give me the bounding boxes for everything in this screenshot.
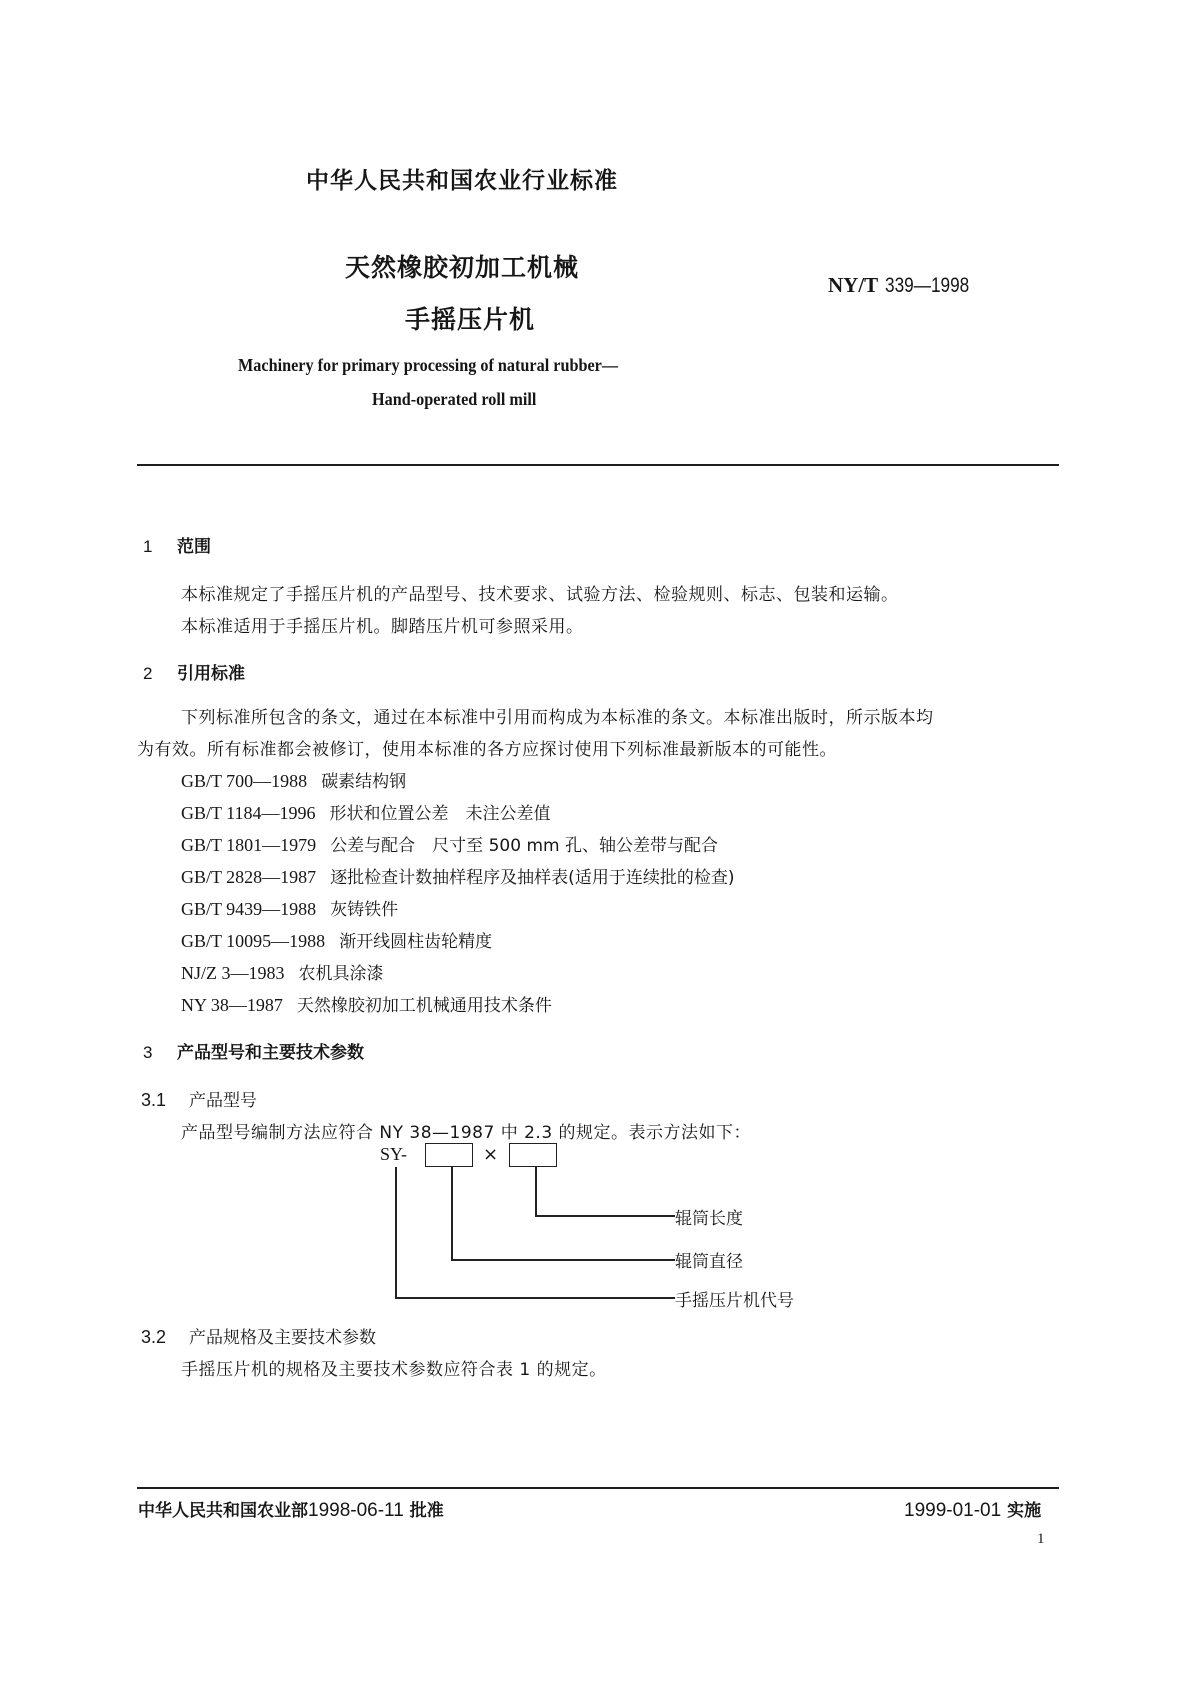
subsection-number: 3.2	[141, 1327, 167, 1347]
section-number: 1	[143, 537, 153, 556]
leader-line	[535, 1167, 537, 1215]
page-number: 1	[1037, 1531, 1045, 1547]
reference-name: 逐批检查计数抽样程序及抽样表(适用于连续批的检查)	[330, 868, 735, 888]
reference-item	[181, 895, 398, 920]
reference-code: GB/T 10095—1988	[181, 931, 326, 951]
paragraph: 手摇压片机的规格及主要技术参数应符合表 1 的规定。	[181, 1360, 607, 1380]
standard-code	[828, 273, 988, 298]
subsection-title: 产品规格及主要技术参数	[189, 1328, 376, 1348]
roll-diameter-box	[425, 1143, 473, 1167]
reference-code: GB/T 9439—1988	[181, 899, 317, 919]
paragraph: 为有效。所有标准都会被修订，使用本标准的各方应探讨使用下列标准最新版本的可能性。	[137, 740, 837, 760]
section-2-heading	[143, 659, 245, 684]
label-roll-diameter: 辊筒直径	[675, 1252, 743, 1272]
paragraph: 产品型号编制方法应符合 NY 38—1987 中 2.3 的规定。表示方法如下：	[181, 1123, 752, 1143]
english-title-line2: Hand-operated roll mill	[372, 389, 537, 409]
paragraph: 本标准规定了手摇压片机的产品型号、技术要求、试验方法、检验规则、标志、包装和运输。	[181, 585, 899, 605]
reference-item	[181, 767, 406, 792]
section-title: 引用标准	[177, 664, 245, 684]
header-divider	[137, 464, 1059, 466]
reference-name: 渐开线圆柱齿轮精度	[339, 932, 493, 952]
leader-line	[395, 1167, 397, 1298]
section-1-heading	[143, 532, 211, 557]
subsection-3-1-heading	[141, 1086, 257, 1111]
reference-code: GB/T 2828—1987	[181, 867, 317, 887]
reference-name: 形状和位置公差 未注公差值	[329, 804, 551, 824]
section-number: 2	[143, 664, 153, 683]
model-designation-diagram	[380, 1143, 840, 1313]
section-title: 范围	[177, 537, 211, 557]
footer-divider	[137, 1487, 1059, 1489]
reference-item	[181, 799, 551, 824]
section-title: 产品型号和主要技术参数	[177, 1043, 364, 1063]
approval-suffix: 批准	[409, 1501, 444, 1521]
leader-line	[451, 1167, 453, 1260]
leader-line	[395, 1297, 675, 1299]
reference-code: GB/T 1801—1979	[181, 835, 317, 855]
paragraph: 下列标准所包含的条文，通过在本标准中引用而构成为本标准的条文。本标准出版时，所示版本均	[181, 708, 934, 728]
document-title-line2: 手摇压片机	[405, 305, 536, 334]
reference-name: 碳素结构钢	[321, 772, 407, 792]
reference-item	[181, 831, 718, 856]
approval-info	[138, 1496, 444, 1522]
section-3-heading	[143, 1038, 364, 1063]
approver: 中华人民共和国农业部	[138, 1501, 308, 1521]
paragraph: 本标准适用于手摇压片机。脚踏压片机可参照采用。	[181, 617, 584, 637]
subsection-number: 3.1	[141, 1090, 167, 1110]
standard-number: 339—1998	[884, 274, 970, 297]
issuing-organization: 中华人民共和国农业行业标准	[306, 168, 618, 194]
reference-name: 灰铸铁件	[330, 900, 399, 920]
document-title-line1: 天然橡胶初加工机械	[345, 253, 580, 282]
approval-date: 1998-06-11	[308, 1500, 404, 1521]
reference-name: 农机具涂漆	[298, 964, 384, 984]
leader-line	[451, 1259, 675, 1261]
subsection-title: 产品型号	[189, 1091, 257, 1111]
reference-code: GB/T 700—1988	[181, 771, 308, 791]
label-machine-code: 手摇压片机代号	[675, 1291, 794, 1311]
leader-line	[535, 1215, 675, 1217]
reference-name: 天然橡胶初加工机械通用技术条件	[296, 996, 552, 1016]
times-symbol: ×	[483, 1144, 499, 1165]
roll-length-box	[509, 1143, 557, 1167]
effective-date: 1999-01-01	[904, 1500, 1002, 1521]
effective-info	[904, 1496, 1041, 1522]
reference-item	[181, 959, 384, 984]
reference-name: 公差与配合 尺寸至 500 mm 孔、轴公差带与配合	[330, 836, 718, 856]
subsection-3-2-heading	[141, 1323, 376, 1348]
reference-code: NJ/Z 3—1983	[181, 963, 285, 983]
reference-item	[181, 991, 552, 1016]
section-number: 3	[143, 1043, 153, 1062]
standard-prefix: NY/T	[828, 273, 879, 297]
label-roll-length: 辊筒长度	[675, 1209, 743, 1229]
reference-item	[181, 863, 734, 888]
effective-suffix: 实施	[1007, 1501, 1042, 1521]
model-prefix: SY-	[380, 1144, 408, 1164]
reference-code: GB/T 1184—1996	[181, 803, 316, 823]
reference-code: NY 38—1987	[181, 995, 283, 1015]
reference-item	[181, 927, 492, 952]
english-title-line1: Machinery for primary processing of natural rubber—	[238, 355, 619, 375]
